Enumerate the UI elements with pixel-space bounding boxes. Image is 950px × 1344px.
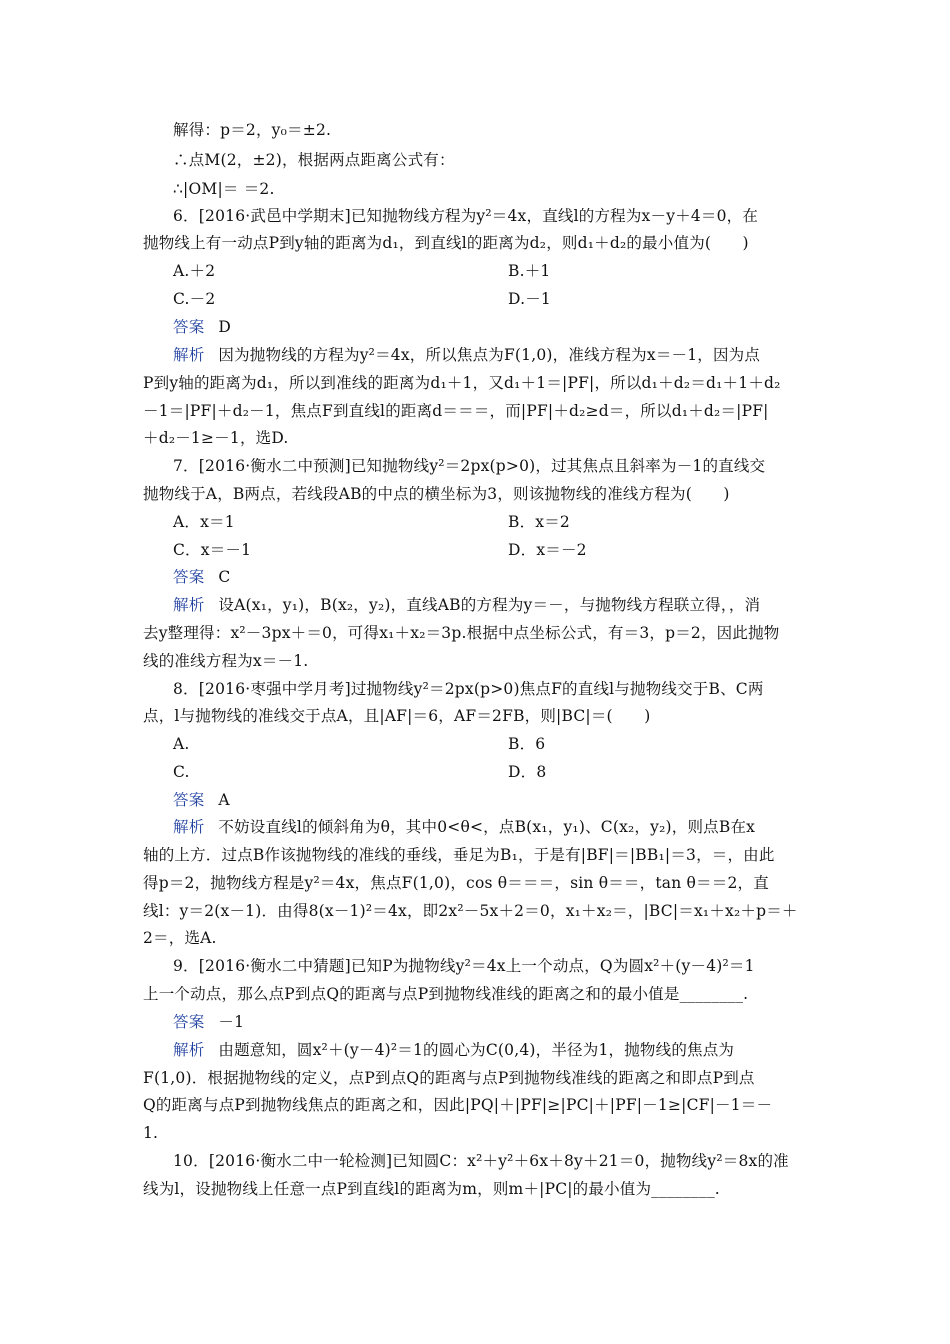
analysis-line — [173, 345, 843, 365]
text-line: ＋d₂－1≥－1，选D. — [143, 429, 289, 447]
option-a: A. — [173, 735, 190, 753]
text-line: ∴|OM|＝ ＝2. — [173, 180, 275, 198]
text-line: Q的距离与点P到抛物线焦点的距离之和，因此|PQ|＋|PF|≥|PC|＋|PF|－1≥|CF|－1＝－ — [143, 1096, 773, 1114]
answer-label: 答案 — [173, 791, 205, 809]
option-d: D．x＝－2 — [508, 541, 587, 559]
option-b: B．x＝2 — [508, 513, 570, 531]
answer-label: 答案 — [173, 568, 205, 586]
answer-line — [173, 1012, 843, 1032]
question-7-line: 7．[2016·衡水二中预测]已知抛物线y²＝2px(p>0)，过其焦点且斜率为－1的直线交 — [173, 457, 766, 475]
text-line: 去y整理得：x²－3px＋＝0，可得x₁＋x₂＝3p.根据中点坐标公式，有＝3，p＝2，因此抛物 — [143, 624, 780, 642]
text-line: －1＝|PF|＋d₂－1，焦点F到直线l的距离d＝＝＝，而|PF|＋d₂≥d＝，所以d₁＋d₂＝|PF| — [143, 402, 769, 420]
option-d: D.－1 — [508, 290, 551, 308]
text-line: P到y轴的距离为d₁，所以到准线的距离为d₁＋1，又d₁＋1＝|PF|，所以d₁＋d₂＝d₁＋1＋d₂ — [143, 374, 781, 392]
option-c: C．x＝－1 — [173, 541, 252, 559]
analysis-text: 不妨设直线l的倾斜角为θ，其中0<θ<，点B(x₁，y₁)、C(x₂，y₂)，则点B在x — [218, 818, 756, 836]
text-line: 抛物线上有一动点P到y轴的距离为d₁，到直线l的距离为d₂，则d₁＋d₂的最小值为( ) — [143, 234, 749, 252]
analysis-label: 解析 — [173, 346, 205, 364]
text-line: 点，l与抛物线的准线交于点A，且|AF|＝6，AF＝2FB，则|BC|＝( ) — [143, 707, 651, 725]
question-6-line: 6．[2016·武邑中学期末]已知抛物线方程为y²＝4x，直线l的方程为x－y＋4＝0，在 — [173, 207, 759, 225]
question-10-line: 10．[2016·衡水二中一轮检测]已知圆C：x²＋y²＋6x＋8y＋21＝0，抛物线y²＝8x的准 — [173, 1152, 789, 1170]
option-c: C. — [173, 763, 190, 781]
text-line: 解得：p＝2，y₀＝±2. — [173, 121, 332, 139]
analysis-text: 因为抛物线的方程为y²＝4x，所以焦点为F(1,0)，准线方程为x＝－1，因为点 — [218, 346, 761, 364]
answer-value: A — [218, 791, 230, 809]
analysis-line — [173, 595, 843, 615]
text-line: 上一个动点，那么点P到点Q的距离与点P到抛物线准线的距离之和的最小值是________. — [143, 985, 749, 1003]
option-c: C.－2 — [173, 290, 216, 308]
analysis-line — [173, 1040, 843, 1060]
option-b: B．6 — [508, 735, 546, 753]
text-line: 得p＝2，抛物线方程是y²＝4x，焦点F(1,0)，cos θ＝＝＝，sin θ＝＝，tan θ＝＝2，直 — [143, 874, 769, 892]
option-b: B.＋1 — [508, 262, 551, 280]
text-line: 抛物线于A，B两点，若线段AB的中点的横坐标为3，则该抛物线的准线方程为( ) — [143, 485, 730, 503]
answer-value: D — [218, 318, 232, 336]
answer-line — [173, 567, 843, 587]
analysis-text: 由题意知，圆x²＋(y－4)²＝1的圆心为C(0,4)，半径为1，抛物线的焦点为 — [218, 1041, 735, 1059]
option-a: A.＋2 — [173, 262, 216, 280]
analysis-label: 解析 — [173, 1041, 205, 1059]
analysis-line — [173, 817, 843, 837]
option-a: A．x＝1 — [173, 513, 235, 531]
text-line: 1. — [143, 1124, 159, 1142]
text-line: F(1,0)．根据抛物线的定义，点P到点Q的距离与点P到抛物线准线的距离之和即点P到点 — [143, 1069, 755, 1087]
option-d: D．8 — [508, 763, 547, 781]
question-9-line: 9．[2016·衡水二中猜题]已知P为抛物线y²＝4x上一个动点，Q为圆x²＋(y－4)²＝1 — [173, 957, 755, 975]
question-8-line: 8．[2016·枣强中学月考]过抛物线y²＝2px(p>0)焦点F的直线l与抛物线交于B、C两 — [173, 680, 764, 698]
answer-value: C — [218, 568, 231, 586]
answer-line — [173, 790, 843, 810]
answer-label: 答案 — [173, 1013, 205, 1031]
text-line: 轴的上方．过点B作该抛物线的准线的垂线，垂足为B₁，于是有|BF|＝|BB₁|＝3，＝，由此 — [143, 846, 775, 864]
analysis-label: 解析 — [173, 596, 205, 614]
answer-value: －1 — [218, 1013, 245, 1031]
text-line: ∴点M(2，±2)，根据两点距离公式有： — [173, 151, 455, 169]
analysis-text: 设A(x₁，y₁)，B(x₂，y₂)，直线AB的方程为y＝－，与抛物线方程联立得，，消 — [218, 596, 761, 614]
text-line: 线为l，设抛物线上任意一点P到直线l的距离为m，则m＋|PC|的最小值为________. — [143, 1180, 720, 1198]
text-line: 2＝，选A. — [143, 929, 217, 947]
analysis-label: 解析 — [173, 818, 205, 836]
answer-label: 答案 — [173, 318, 205, 336]
text-line: 线l：y＝2(x－1)．由得8(x－1)²＝4x，即2x²－5x＋2＝0，x₁＋x₂＝，|BC|＝x₁＋x₂＋p＝＋ — [143, 902, 798, 920]
answer-line — [173, 317, 843, 337]
text-line: 线的准线方程为x＝－1. — [143, 652, 309, 670]
